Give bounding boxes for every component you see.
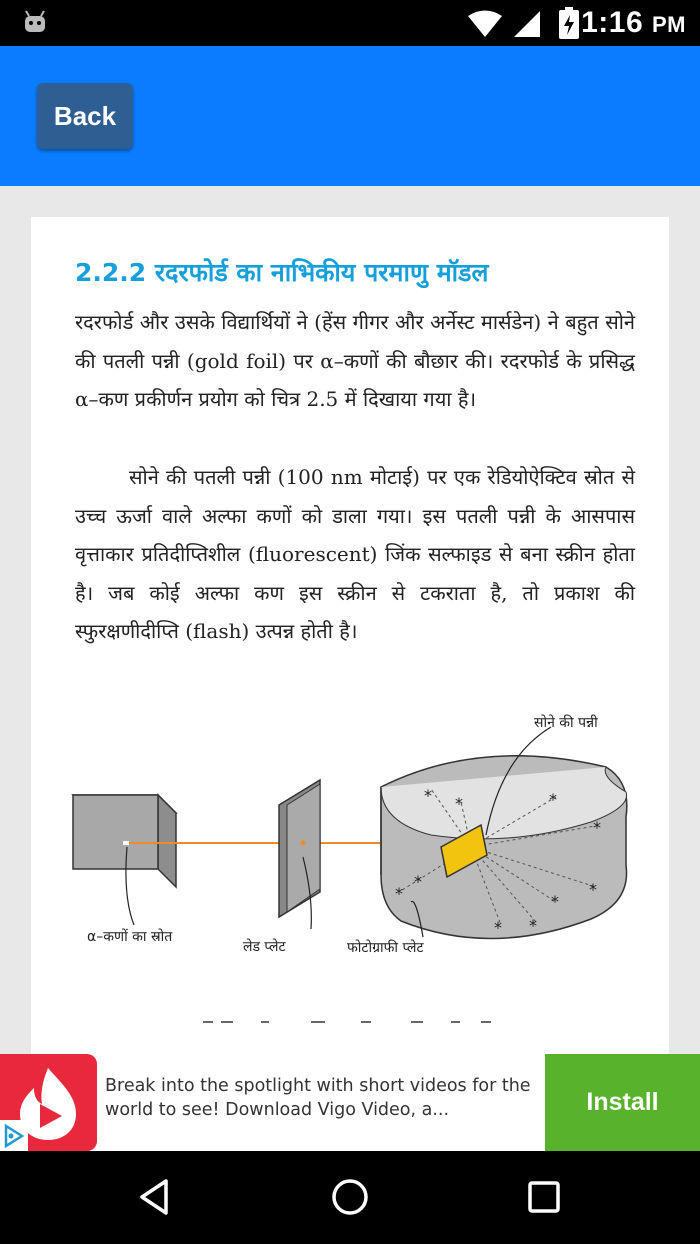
svg-text:*: * [551, 892, 559, 911]
paragraph-1: रदरफोर्ड और उसके विद्यार्थियों ने (हेंस गीगर और अर्नेस्ट मार्सडेन) ने बहुत सोने की पतली पन्नी (gold foil) पर α–कणों की बौछार की। रदरफोर्ड के प्रसिद्ध α–कण प्रकीर्णन प्रयोग को चित्र 2.5 में दिखाया गया है। [75, 310, 635, 411]
install-button[interactable]: Install [545, 1054, 700, 1151]
content-scroll[interactable] [0, 186, 700, 1054]
lead-plate [279, 780, 320, 917]
lead-plate-label: लेड प्लेट [243, 939, 286, 955]
paragraph-2: सोने की पतली पन्नी (100 nm मोटाई) पर एक रेडियोऐक्टिव स्रोत से उच्च ऊर्जा वाले अल्फा कणों को डाला गया। इस पतली पन्नी के आसपास वृत्ताकार प्रतिदीप्तिशील (fluorescent) जिंक सल्फाइड से बना स्क्रीन होता है। जब कोई अल्फा कण इस स्क्रीन से टकराता है, तो प्रकाश की स्फुरक्षणीदीप्ति (flash) उत्पन्न होती है। [75, 465, 635, 643]
textbook-page [31, 217, 669, 1054]
svg-text:*: * [589, 880, 597, 899]
recents-square-icon[interactable] [520, 1173, 568, 1221]
battery-charging-icon [558, 7, 580, 39]
clipped-caption-fragment [201, 1019, 501, 1027]
status-bar [0, 0, 700, 46]
app-bar [0, 46, 700, 186]
back-triangle-icon[interactable] [132, 1173, 180, 1221]
navigation-bar [0, 1151, 700, 1244]
section-title: 2.2.2 रदरफोर्ड का नाभिकीय परमाणु मॉडल [75, 258, 489, 287]
wifi-icon [467, 9, 503, 39]
back-button[interactable]: Back [37, 83, 133, 149]
svg-text:*: * [494, 918, 502, 937]
gold-foil-label: सोने की पन्नी [534, 715, 598, 731]
svg-text:*: * [395, 884, 403, 903]
cell-signal-icon [512, 9, 542, 39]
svg-text:*: * [455, 794, 463, 813]
svg-text:*: * [424, 786, 432, 805]
photo-plate-label: फोटोग्राफी प्लेट [347, 940, 424, 956]
alpha-source-label: α–कणों का स्रोत [87, 929, 173, 945]
svg-text:*: * [529, 916, 537, 935]
rutherford-experiment-figure [31, 707, 669, 977]
status-time: 1:16 PM [581, 6, 686, 39]
home-circle-icon[interactable] [326, 1173, 374, 1221]
svg-text:*: * [414, 872, 422, 891]
android-notification-icon [22, 8, 48, 36]
ad-banner[interactable] [0, 1054, 700, 1151]
svg-text:*: * [549, 790, 557, 809]
alpha-source-cube [73, 795, 176, 887]
ad-description[interactable]: Break into the spotlight with short videos for the world to see! Download Vigo Video, a... [105, 1076, 531, 1120]
adchoices-icon[interactable] [0, 1120, 28, 1151]
svg-text:*: * [593, 818, 601, 837]
